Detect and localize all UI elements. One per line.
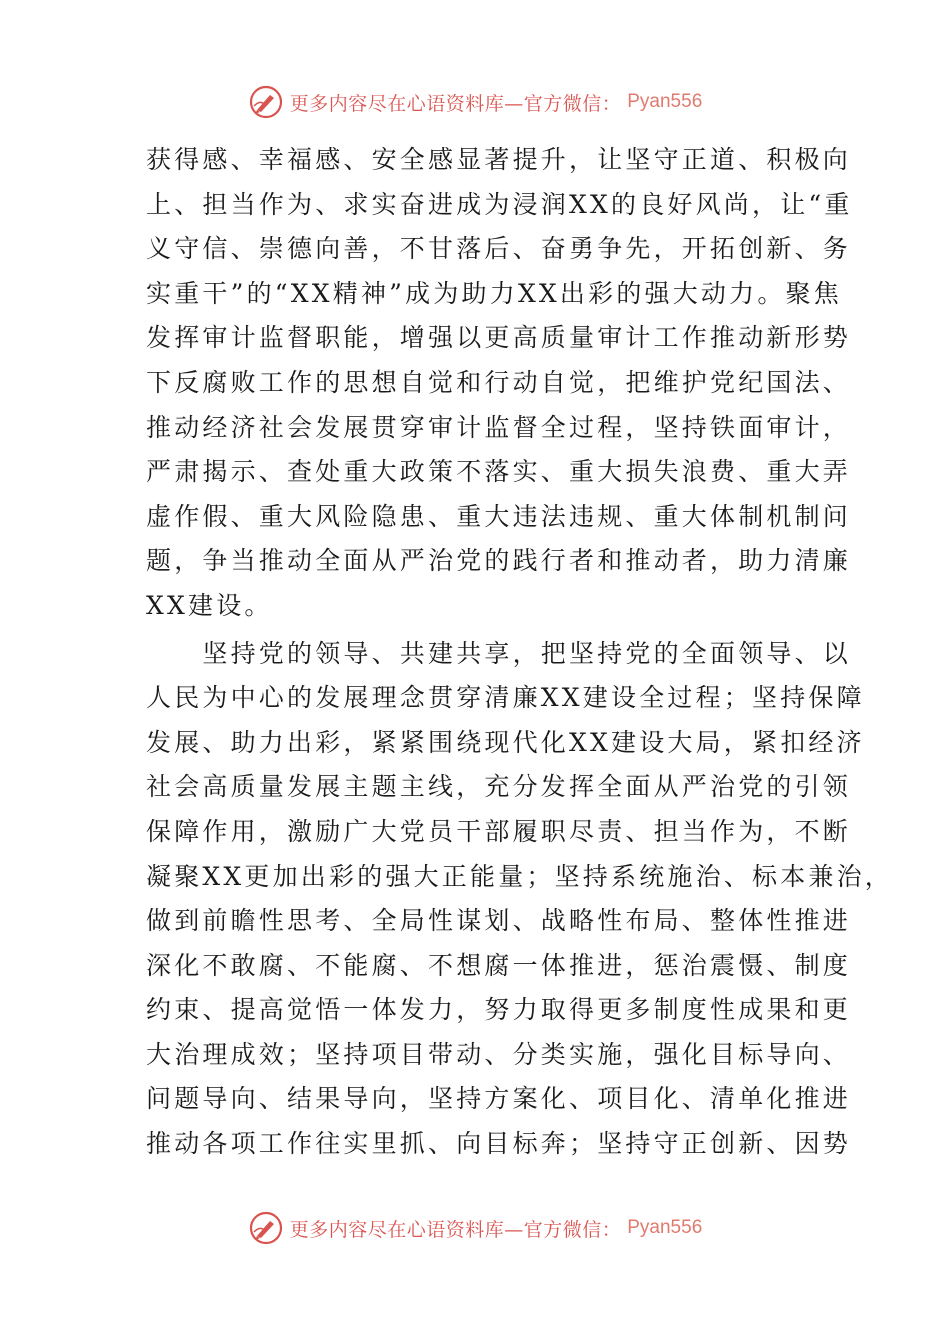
text-line: 人民为中心的发展理念贯穿清廉XX建设全过程；坚持保障 xyxy=(146,683,865,713)
text-line: 题，争当推动全面从严治党的践行者和推动者，助力清廉 xyxy=(146,546,852,576)
text-line: 上、担当作为、求实奋进成为浸润XX的良好风尚，让“重 xyxy=(146,189,853,219)
text-line: 约束、提高觉悟一体发力，努力取得更多制度性成果和更 xyxy=(146,995,852,1025)
pen-logo-icon xyxy=(248,1210,284,1246)
text-line: 发展、助力出彩，紧紧围绕现代化XX建设大局，紧扣经济 xyxy=(146,727,865,757)
text-line: 大治理成效；坚持项目带动、分类实施，强化目标导向、 xyxy=(146,1039,852,1069)
paragraph-2 xyxy=(146,632,893,1167)
text-line: 社会高质量发展主题主线，充分发挥全面从严治党的引领 xyxy=(146,772,852,802)
text-line: 保障作用，激励广大党员干部履职尽责、担当作为，不断 xyxy=(146,816,852,846)
watermark-handle: Pyan556 xyxy=(627,1217,703,1238)
text-line: 问题导向、结果导向，坚持方案化、项目化、清单化推进 xyxy=(146,1084,852,1114)
text-line: 发挥审计监督职能，增强以更高质量审计工作推动新形势 xyxy=(146,323,852,353)
text-line: 推动各项工作往实里抓、向目标奔；坚持守正创新、因势 xyxy=(146,1129,852,1159)
text-line: 获得感、幸福感、安全感显著提升，让坚守正道、积极向 xyxy=(146,145,852,174)
text-line: 坚持党的领导、共建共享，把坚持党的全面领导、以 xyxy=(146,638,852,668)
watermark-handle: Pyan556 xyxy=(627,91,703,112)
text-line: 凝聚XX更加出彩的强大正能量；坚持系统施治、标本兼治， xyxy=(146,861,893,891)
text-line: 深化不敢腐、不能腐、不想腐一体推进，惩治震慑、制度 xyxy=(146,950,852,980)
document-body xyxy=(146,138,893,1167)
watermark-header xyxy=(0,80,950,124)
text-line: 虚作假、重大风险隐患、重大违法违规、重大体制机制问 xyxy=(146,501,852,531)
watermark-text: 更多内容尽在心语资料库—官方微信： xyxy=(289,92,622,115)
text-line: 推动经济社会发展贯穿审计监督全过程，坚持铁面审计， xyxy=(146,412,852,442)
text-line: 实重干”的“XX精神”成为助力XX出彩的强大动力。聚焦 xyxy=(146,278,842,308)
pen-logo-icon xyxy=(248,84,284,120)
watermark-text: 更多内容尽在心语资料库—官方微信： xyxy=(289,1218,622,1241)
watermark-footer xyxy=(0,1206,950,1250)
text-line: 下反腐败工作的思想自觉和行动自觉，把维护党纪国法、 xyxy=(146,367,852,397)
text-line: 做到前瞻性思考、全局性谋划、战略性布局、整体性推进 xyxy=(146,906,852,936)
paragraph-1 xyxy=(146,138,853,629)
text-line: 严肃揭示、查处重大政策不落实、重大损失浪费、重大弄 xyxy=(146,457,852,487)
text-line: XX建设。 xyxy=(146,590,273,620)
text-line: 义守信、崇德向善，不甘落后、奋勇争先，开拓创新、务 xyxy=(146,234,852,264)
